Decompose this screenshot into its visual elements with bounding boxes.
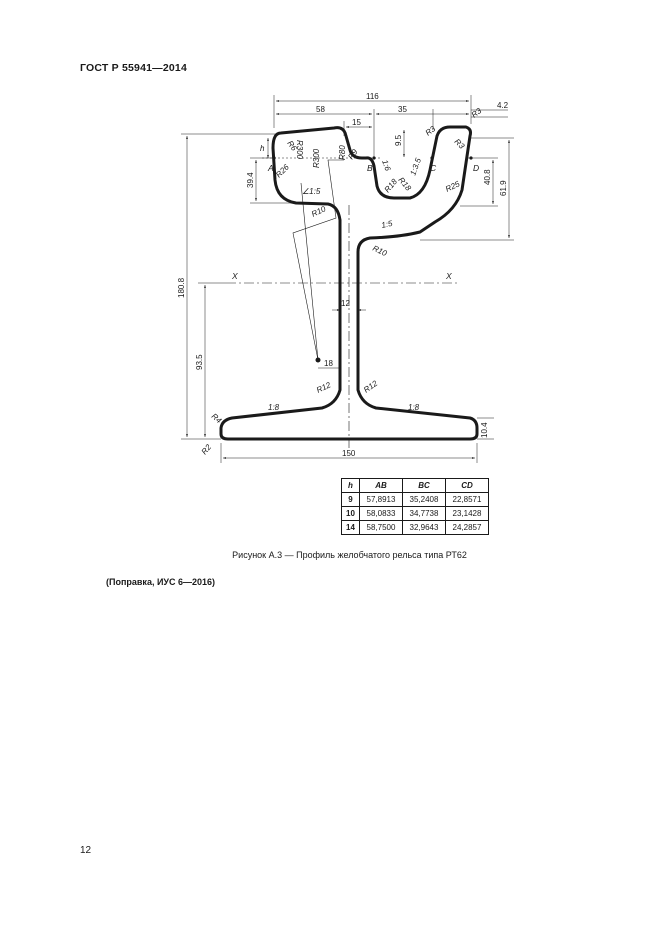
radius-r3-a: R3 — [469, 106, 484, 120]
dim-web-thickness: 12 — [341, 299, 350, 308]
table-header-cd: CD — [446, 479, 489, 493]
radius-r4: R4 — [209, 411, 224, 426]
radius-r3-b: R3 — [452, 137, 467, 151]
table-cell: 10 — [342, 507, 360, 521]
dim-overall-top: 116 — [366, 92, 379, 101]
figure-caption — [0, 550, 661, 560]
table-cell: 58,0833 — [360, 507, 403, 521]
figure-caption-text: Рисунок А.3 — Профиль желобчатого рельса типа РТ62 — [232, 550, 467, 560]
slope-1-8-left: 1:8 — [268, 403, 280, 412]
radius-r80: R80 — [338, 145, 347, 160]
table-row — [342, 507, 489, 521]
radius-r2: R2 — [199, 442, 214, 457]
dim-h: h — [260, 144, 265, 153]
page-number: 12 — [80, 845, 92, 856]
dim-total-height: 180.8 — [177, 277, 186, 298]
table-header-row — [342, 479, 489, 493]
slope-1-8-right: 1:8 — [408, 403, 420, 412]
radius-r6: R6 — [285, 138, 299, 153]
dim-neutral-height: 93.5 — [195, 354, 204, 370]
table-cell: 58,7500 — [360, 521, 403, 535]
radius-r10-a: R10 — [310, 204, 328, 219]
slope-1-3-5: 1:3.5 — [408, 156, 423, 177]
radius-r300-b: R300 — [312, 148, 321, 168]
table-cell: 32,9643 — [403, 521, 446, 535]
radius-r9: R9 — [346, 147, 360, 162]
slope-1-5-right: 1:5 — [380, 218, 394, 230]
radius-r18-a: R18 — [382, 177, 399, 195]
table-cell: 22,8571 — [446, 493, 489, 507]
radius-r10-b: R10 — [371, 243, 389, 259]
radius-r12-a: R12 — [315, 380, 333, 395]
table-cell: 14 — [342, 521, 360, 535]
table-header-ab: AB — [360, 479, 403, 493]
dim-left-height: 39.4 — [246, 172, 255, 188]
table-row — [342, 493, 489, 507]
point-c: C — [430, 163, 437, 173]
radius-r26: R26 — [274, 162, 291, 180]
table-header-h: h — [342, 479, 360, 493]
dim-right-part: 35 — [398, 105, 407, 114]
table-cell: 9 — [342, 493, 360, 507]
radius-r12-b: R12 — [361, 378, 380, 395]
table-row — [342, 521, 489, 535]
dim-flange-offset: 4.2 — [497, 101, 509, 110]
slope-1-6: 1:6 — [380, 158, 393, 173]
point-d: D — [473, 163, 480, 173]
radius-r3-c: R3 — [423, 124, 438, 138]
dim-right-height-2: 61.9 — [499, 180, 508, 196]
slope-1-5-left: ∠1:5 — [302, 187, 321, 196]
table-cell: 24,2857 — [446, 521, 489, 535]
dim-web-offset: 18 — [324, 359, 333, 368]
dim-right-height: 40.8 — [483, 169, 492, 185]
dim-groove: 15 — [352, 118, 361, 127]
dim-depth: 9.5 — [394, 134, 403, 146]
point-a: A — [268, 163, 274, 173]
point-b: B — [367, 163, 373, 173]
radius-r25: R25 — [444, 179, 462, 194]
table-cell: 35,2408 — [403, 493, 446, 507]
dim-left-part: 58 — [316, 105, 325, 114]
radius-r18-b: R18 — [396, 175, 413, 193]
dimensions-table — [341, 478, 489, 535]
table-cell: 34,7738 — [403, 507, 446, 521]
table-header-bc: BC — [403, 479, 446, 493]
radius-r300-a: R300 — [295, 140, 304, 160]
axis-label-right: X — [446, 271, 452, 281]
dim-base-width: 150 — [342, 449, 356, 458]
table-cell: 23,1428 — [446, 507, 489, 521]
amendment-note: (Поправка, ИУС 6—2016) — [106, 577, 216, 587]
table-cell: 57,8913 — [360, 493, 403, 507]
document-header: ГОСТ Р 55941—2014 — [80, 62, 188, 74]
dim-base-edge: 10.4 — [480, 422, 489, 438]
axis-label-left: X — [232, 271, 238, 281]
